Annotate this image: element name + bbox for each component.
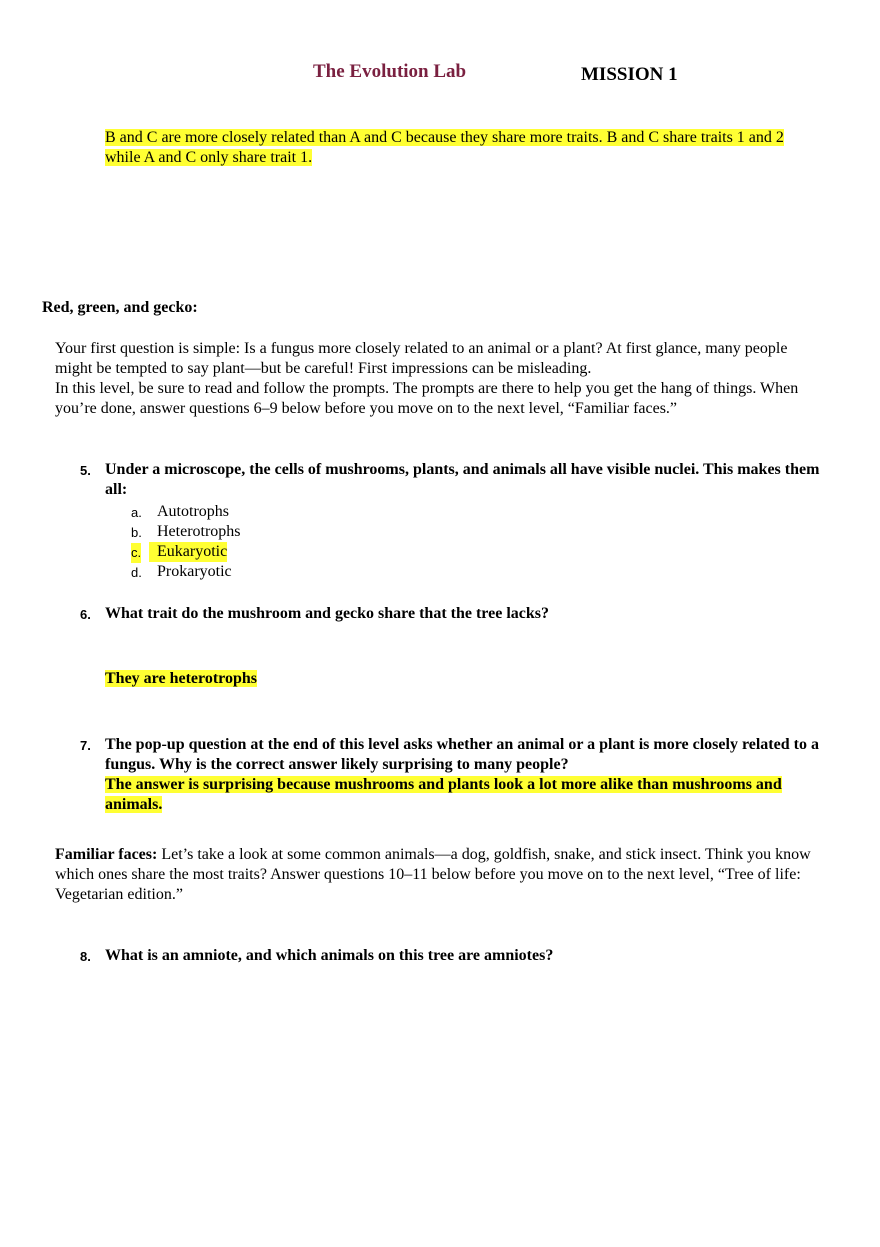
answer-7 — [105, 775, 820, 815]
answer-text: The answer is surprising because mushrooms and plants look a lot more alike than mushrooms and animals. — [105, 776, 782, 813]
familiar-faces-text: Let’s take a look at some common animals—a dog, goldfish, snake, and stick insect. Think you know which ones share the most traits? Answer questions 10–11 below before you move on to the next level, “Tree of life: — [55, 846, 811, 883]
familiar-faces-line — [55, 845, 815, 885]
intro-answer-text: B and C are more closely related than A and C because they share more traits. B and C share traits 1 and 2 while A and C only share trait 1. — [105, 129, 784, 166]
mission-label: MISSION 1 — [581, 64, 678, 85]
section-intro-paragraph — [55, 339, 815, 419]
familiar-faces-line: Vegetarian edition.” — [55, 886, 183, 903]
question-number: 5. — [80, 463, 91, 478]
option-letter: c. — [131, 543, 141, 563]
question-text: What is an amniote, and which animals on this tree are amniotes? — [105, 947, 554, 964]
question-number: 8. — [80, 949, 91, 964]
option-letter: d. — [131, 565, 142, 580]
section-intro-line: In this level, be sure to read and follow the prompts. The prompts are there to help you get the hang of things. When you’re done, answer questions 6–9 below before you move on to the next level, “Familiar faces.” — [55, 380, 799, 417]
option-text: Autotrophs — [157, 503, 229, 520]
section-intro-line: Your first question is simple: Is a fungus more closely related to an animal or a plant? At first glance, many people might be tempted to say plant—but be careful! First impressions can be misleading. — [55, 340, 788, 377]
question-8 — [80, 946, 820, 966]
question-text: The pop-up question at the end of this level asks whether an animal or a plant is more closely related to a fungus. Why is the correct answer likely surprising to many people? — [105, 736, 819, 773]
question-7 — [80, 735, 820, 815]
option-text: Prokaryotic — [157, 563, 232, 580]
question-text: Under a microscope, the cells of mushrooms, plants, and animals all have visible nuclei. This makes them all: — [105, 461, 820, 498]
option-text: Heterotrophs — [157, 523, 241, 540]
question-text: What trait do the mushroom and gecko share that the tree lacks? — [105, 605, 549, 622]
question-number: 7. — [80, 738, 91, 753]
section-heading: Red, green, and gecko: — [42, 299, 198, 316]
intro-answer — [105, 128, 805, 168]
familiar-faces-label: Familiar faces: — [55, 846, 158, 863]
option-letter: a. — [131, 505, 142, 520]
familiar-faces-paragraph — [55, 845, 815, 905]
question-number: 6. — [80, 607, 91, 622]
page-title: The Evolution Lab — [313, 61, 467, 82]
option-letter: b. — [131, 525, 142, 540]
question-5 — [80, 460, 820, 500]
option-text-selected: Eukaryotic — [149, 542, 227, 562]
question-6 — [80, 604, 820, 624]
answer-text: They are heterotrophs — [105, 670, 257, 687]
answer-6 — [105, 669, 257, 689]
